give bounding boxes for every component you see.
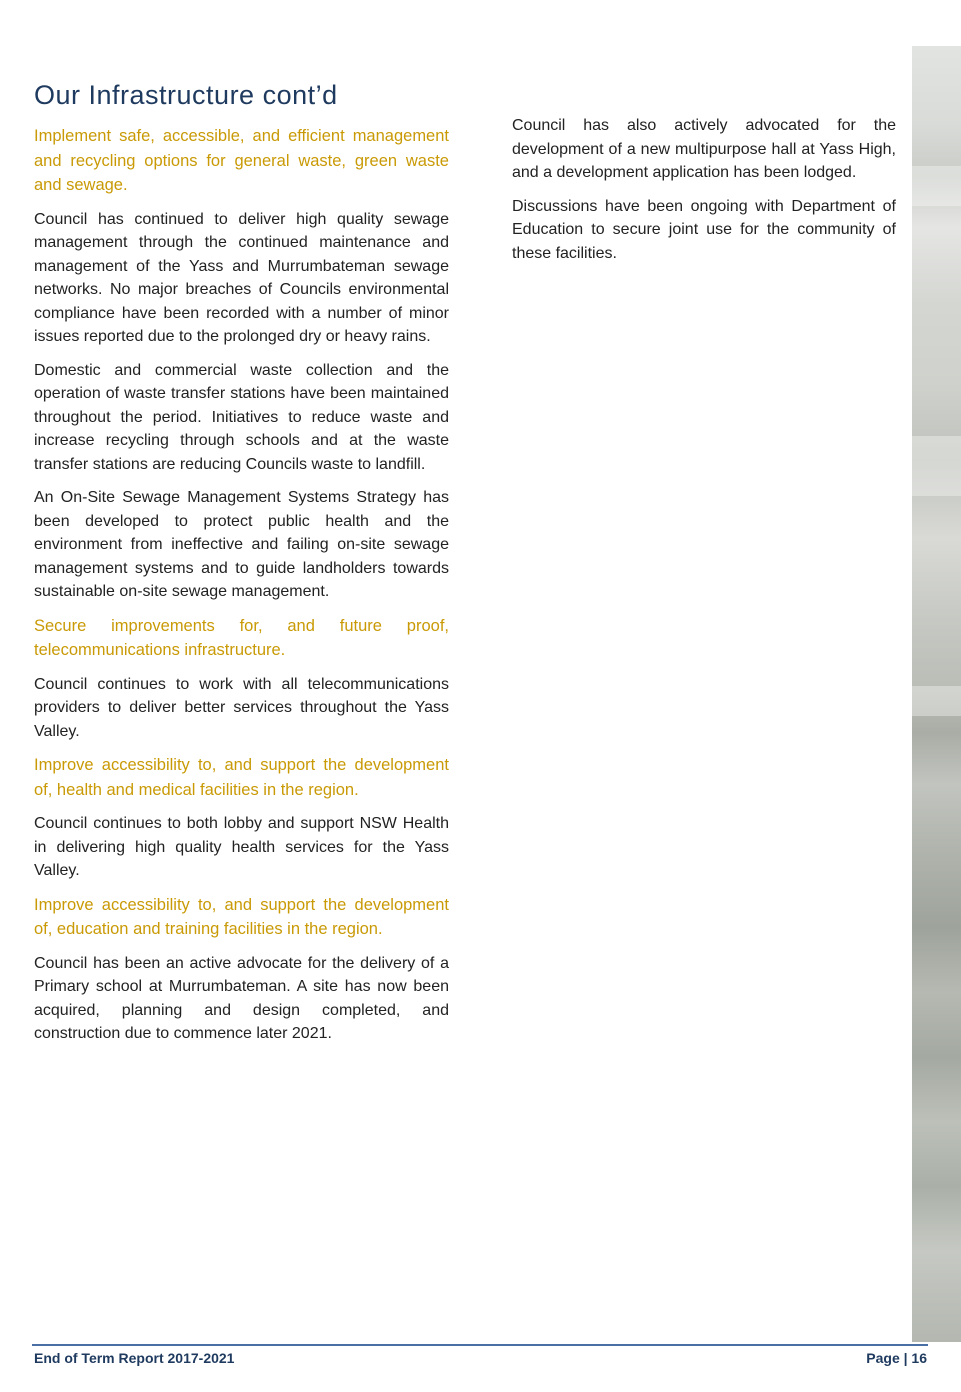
right-column [512,114,896,275]
section-heading-education: Improve accessibility to, and support the development of, education and training facilities in the region. [34,895,449,938]
footer-report-title: End of Term Report 2017-2021 [34,1350,235,1366]
section-heading-telecommunications: Secure improvements for, and future proof, telecommunications infrastructure. [34,616,449,659]
paragraph-onsite-sewage: An On-Site Sewage Management Systems Strategy has been developed to protect public health and the environment from ineffective and failing on-site sewage management systems and to guide landholders towards sustainable on-site sewage management. [34,489,449,600]
paragraph-telecommunications: Council continues to work with all telecommunications providers to deliver better services throughout the Yass Valley. [34,675,449,740]
photo-strip-highlight [912,436,961,496]
paragraph-education: Council has been an active advocate for the delivery of a Primary school at Murrumbateman. A site has now been acquired, planning and design completed, and construction due to commence later 2021. [34,954,449,1042]
section-heading-waste: Implement safe, accessible, and efficient management and recycling options for general waste, green waste and sewage. [34,127,449,194]
paragraph-multipurpose-hall: Council has also actively advocated for the development of a new multipurpose hall at Yass High, and a development application has been lodged. [512,117,896,181]
footer-divider [32,1344,928,1346]
paragraph-health: Council continues to both lobby and support NSW Health in delivering high quality health services for the Yass Valley. [34,815,449,879]
photo-strip-highlight [912,166,961,206]
decorative-photo-strip [912,46,961,1342]
page-title: Our Infrastructure cont’d [34,80,338,110]
section-heading-health: Improve accessibility to, and support the development of, health and medical facilities in the region. [34,756,449,799]
paragraph-waste-collection: Domestic and commercial waste collection and the operation of waste transfer stations have been maintained throughout the period. Initiatives to reduce waste and increase recycling through schools and at the waste transfer stations are reducing Councils waste to landfill. [34,361,449,473]
paragraph-joint-use: Discussions have been ongoing with Department of Education to secure joint use for the community of these facilities. [512,197,896,262]
footer-page-number: Page | 16 [866,1350,927,1366]
photo-strip-highlight [912,686,961,716]
left-column [34,118,449,1056]
paragraph-sewage: Council has continued to deliver high quality sewage management through the continued maintenance and management of the Yass and Murrumbateman sewage networks. No major breaches of Councils environmental compliance have been recorded with a number of minor issues reported due to the prolonged dry or heavy rains. [34,210,449,345]
